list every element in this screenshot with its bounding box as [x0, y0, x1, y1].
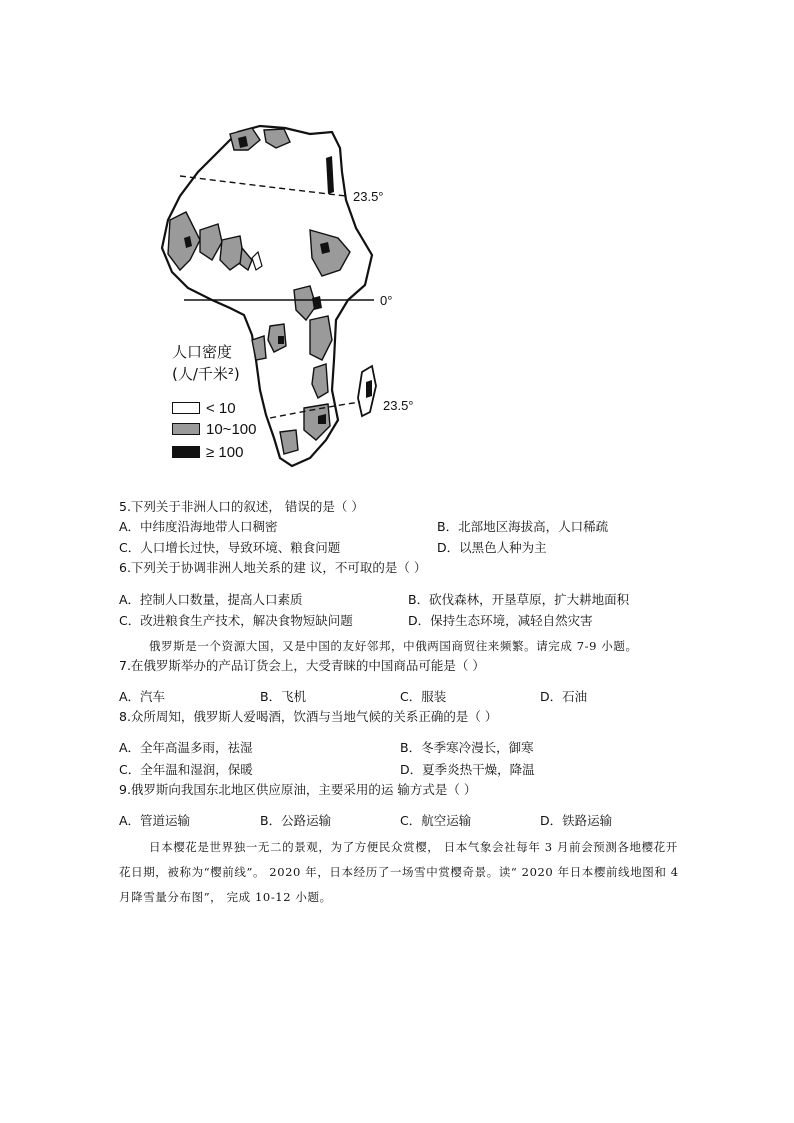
- legend-title: 人口密度: [172, 343, 233, 361]
- question-5-option-d: D．以黑色人种为主: [437, 540, 547, 555]
- question-5-stem: 5.下列关于非洲人口的叙述， 错误的是（ ）: [119, 499, 364, 514]
- question-6-stem: 6.下列关于协调非洲人地关系的建 议，不可取的是（ ）: [119, 560, 427, 575]
- question-8-stem: 8.众所周知，俄罗斯人爱喝酒，饮酒与当地气候的关系正确的是（ ）: [119, 709, 498, 724]
- legend-label-high: ≥ 100: [206, 443, 244, 461]
- legend-swatch-high: [172, 446, 200, 458]
- legend-item-medium: [172, 421, 256, 437]
- lat-label-north: 23.5°: [353, 189, 384, 204]
- question-7-option-b: B．飞机: [260, 689, 307, 704]
- question-6-option-c: C．改进粮食生产技术，解决食物短缺问题: [119, 613, 353, 628]
- legend-swatch-medium: [172, 423, 200, 435]
- lat-label-equator: 0°: [380, 293, 393, 308]
- legend-unit: (人/千米²): [172, 365, 240, 383]
- question-8-option-b: B．冬季寒冷漫长，御寒: [400, 740, 534, 755]
- question-9-option-a: A．管道运输: [119, 813, 191, 828]
- question-9-option-c: C．航空运输: [400, 813, 472, 828]
- question-5-option-a: A．中纬度沿海地带人口稠密: [119, 519, 278, 534]
- passage-russia: [119, 634, 679, 659]
- lat-label-south: 23.5°: [383, 398, 414, 413]
- question-5-option-b: B．北部地区海拔高，人口稀疏: [437, 519, 609, 534]
- question-6-option-d: D．保持生态环境，减轻自然灾害: [408, 613, 593, 628]
- question-5-option-c: C．人口增长过快，导致环境、粮食问题: [119, 540, 341, 555]
- question-8-option-a: A．全年高温多雨，祛湿: [119, 740, 253, 755]
- question-7-option-d: D．石油: [540, 689, 588, 704]
- question-6-option-a: A．控制人口数量，提高人口素质: [119, 592, 303, 607]
- question-7-option-a: A．汽车: [119, 689, 166, 704]
- question-6-option-b: B．砍伐森林，开垦草原，扩大耕地面积: [408, 592, 630, 607]
- passage-russia-text: 俄罗斯是一个资源大国，又是中国的友好邻邦，中俄两国商贸往来频繁。请完成 7-9 小题。: [149, 639, 638, 653]
- question-7-stem: 7.在俄罗斯举办的产品订货会上，大受青睐的中国商品可能是（ ）: [119, 658, 485, 673]
- question-9-option-d: D．铁路运输: [540, 813, 613, 828]
- question-9-option-b: B．公路运输: [260, 813, 332, 828]
- legend-swatch-low: [172, 402, 200, 414]
- question-9-stem: 9.俄罗斯向我国东北地区供应原油，主要采用的运 输方式是（ ）: [119, 782, 477, 797]
- question-8-option-c: C．全年温和湿润，保暖: [119, 762, 253, 777]
- legend-item-high: [172, 444, 243, 460]
- question-8-option-d: D．夏季炎热干燥，降温: [400, 762, 535, 777]
- legend-label-medium: 10~100: [206, 420, 257, 438]
- legend-item-low: [172, 400, 236, 416]
- passage-japan-sakura: [119, 835, 679, 910]
- question-7-option-c: C．服装: [400, 689, 447, 704]
- passage-japan-sakura-text: 日本樱花是世界独一无二的景观，为了方便民众赏樱， 日本气象会社每年 3 月前会预测各地樱花开花日期，被称为“樱前线”。 2020 年，日本经历了一场雪中赏樱奇景。读“ 2020 年日本樱前线地图和 4 月降雪量分布图”， 完成 10-12 小题。: [119, 840, 679, 904]
- legend-label-low: < 10: [206, 399, 236, 417]
